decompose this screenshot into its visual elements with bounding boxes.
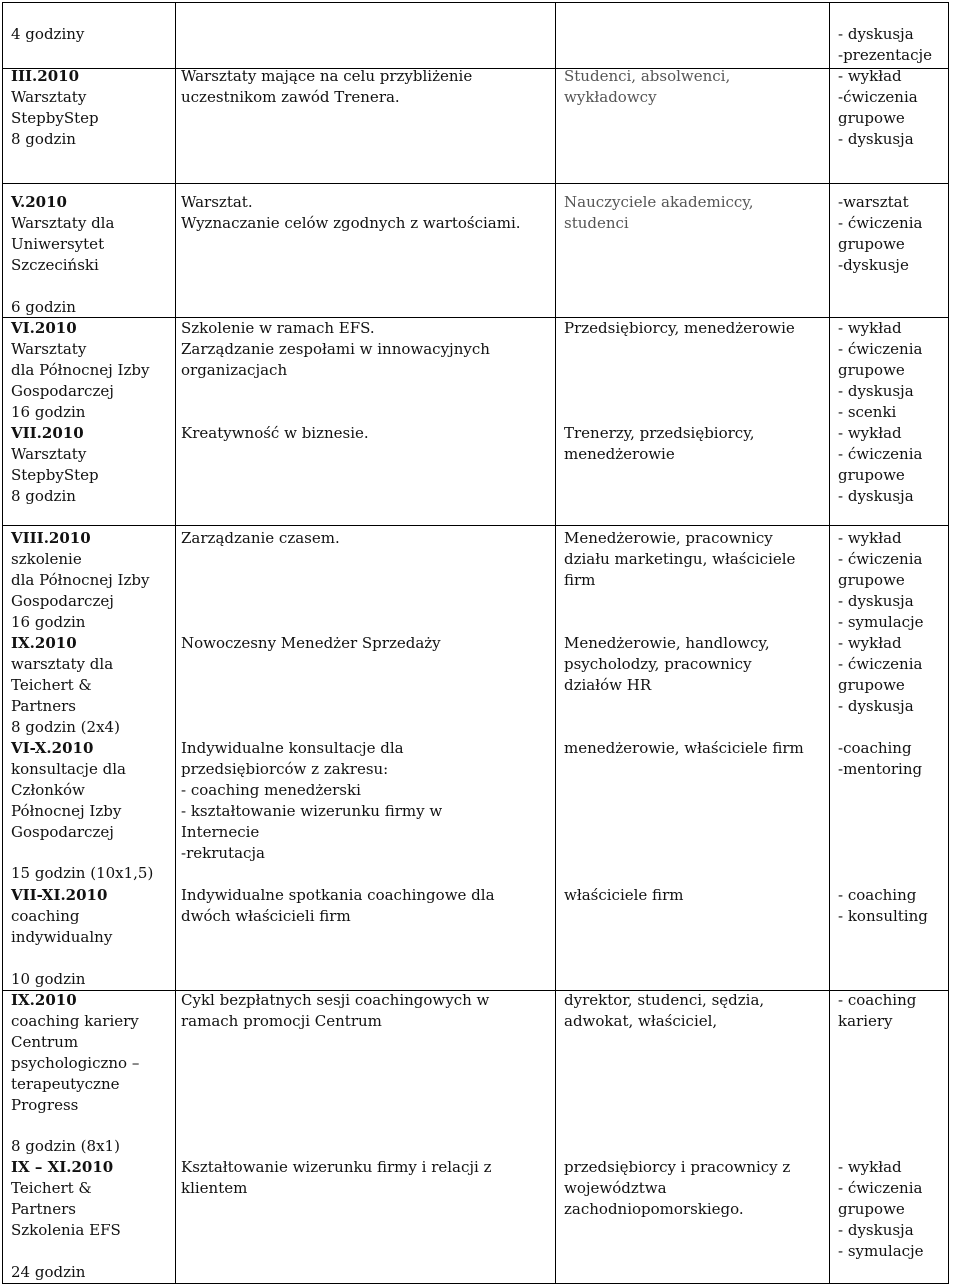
cell-line: -warsztat: [838, 193, 909, 211]
cell-line: terapeutyczne: [11, 1074, 120, 1093]
cell-line: Szczeciński: [11, 255, 99, 274]
cell-line: Trenerzy, przedsiębiorcy,: [564, 424, 755, 442]
topic-cell: [181, 885, 495, 927]
date-cell: [11, 990, 139, 1157]
cell-line: [11, 1157, 121, 1178]
column-divider-1: [175, 2, 176, 1284]
cell-line: - wykład: [838, 1158, 902, 1176]
cell-line: 10 godzin: [11, 969, 86, 988]
date-cell: [11, 885, 112, 990]
cell-line: Partners: [11, 696, 76, 715]
cell-line: Cykl bezpłatnych sesji coachingowych w: [181, 991, 490, 1009]
cell-line: menedżerowie, właściciele firm: [564, 739, 804, 757]
topic-cell: [181, 1157, 492, 1199]
topic-cell: [181, 423, 369, 444]
cell-line: StepbyStep: [11, 465, 99, 484]
cell-line: adwokat, właściciel,: [564, 1011, 718, 1030]
cell-line: [11, 885, 112, 906]
cell-line: [11, 276, 114, 297]
cell-line: - symulacje: [838, 1241, 924, 1260]
cell-line: 16 godzin: [11, 612, 86, 631]
cell-line: Kreatywność w biznesie.: [181, 424, 369, 442]
cell-line: - kształtowanie wizerunku firmy w: [181, 801, 443, 820]
date-cell: [11, 633, 120, 738]
column-divider-2: [555, 2, 556, 1284]
cell-line: Menedżerowie, handlowcy,: [564, 634, 770, 652]
cell-line: - ćwiczenia: [838, 213, 923, 232]
cell-line: studenci: [564, 213, 629, 232]
audience-cell: [564, 885, 683, 906]
cell-line: - ćwiczenia: [838, 549, 923, 568]
audience-cell: [564, 990, 764, 1032]
cell-line: wykładowcy: [564, 87, 657, 106]
cell-line: Kształtowanie wizerunku firmy i relacji z: [181, 1158, 492, 1176]
cell-line: - dyskusja: [838, 25, 914, 43]
cell-line: uczestnikom zawód Trenera.: [181, 87, 400, 106]
cell-line: coaching: [11, 906, 80, 925]
cell-line: - konsulting: [838, 906, 928, 925]
cell-line: Warsztat.: [181, 193, 253, 211]
audience-cell: [564, 318, 795, 339]
methods-cell: [838, 1157, 924, 1262]
cell-line: Zarządzanie zespołami w innowacyjnych: [181, 339, 490, 358]
cell-line: warsztaty dla: [11, 654, 114, 673]
cell-line: -prezentacje: [838, 45, 933, 64]
cell-line: -ćwiczenia: [838, 87, 918, 106]
topic-cell: [181, 633, 441, 654]
cell-line: szkolenie: [11, 549, 82, 568]
cell-line: [11, 528, 149, 549]
methods-cell: [838, 990, 916, 1032]
cell-line: Gospodarczej: [11, 381, 114, 400]
cell-line: Indywidualne konsultacje dla: [181, 739, 404, 757]
cell-line: grupowe: [838, 465, 905, 484]
audience-cell: [564, 1157, 790, 1220]
cell-line: - dyskusja: [838, 696, 914, 715]
cell-line: zachodniopomorskiego.: [564, 1199, 744, 1218]
cell-line: - wykład: [838, 424, 902, 442]
date-label: III.2010: [11, 67, 80, 85]
cell-line: województwa: [564, 1178, 667, 1197]
date-label: VI-X.2010: [11, 739, 94, 757]
topic-cell: [181, 738, 442, 863]
cell-line: przedsiębiorcy i pracownicy z: [564, 1158, 791, 1176]
cell-line: - ćwiczenia: [838, 654, 923, 673]
cell-line: [11, 1115, 139, 1136]
cell-line: Warsztaty dla: [11, 213, 115, 232]
cell-line: [11, 948, 112, 969]
cell-line: [11, 423, 99, 444]
cell-line: Nauczyciele akademiccy,: [564, 193, 754, 211]
cell-line: 4 godziny: [11, 25, 85, 43]
topic-cell: [181, 66, 472, 108]
methods-cell: [838, 423, 922, 507]
date-label: VII-XI.2010: [11, 886, 108, 904]
methods-cell: [838, 318, 922, 423]
cell-line: [11, 318, 149, 339]
cell-line: grupowe: [838, 360, 905, 379]
cell-line: Progress: [11, 1095, 79, 1114]
date-cell: [11, 1157, 121, 1282]
cell-line: - dyskusja: [838, 1220, 914, 1239]
cell-line: - dyskusja: [838, 129, 914, 148]
cell-line: 15 godzin (10x1,5): [11, 864, 154, 883]
cell-line: klientem: [181, 1178, 248, 1197]
cell-line: Szkolenia EFS: [11, 1220, 121, 1239]
cell-line: - wykład: [838, 529, 902, 547]
cell-line: - dyskusja: [838, 486, 914, 505]
date-label: VIII.2010: [11, 529, 91, 547]
audience-cell: [564, 192, 754, 234]
audience-cell: [564, 738, 804, 759]
cell-line: 8 godzin (2x4): [11, 717, 120, 736]
cell-line: - wykład: [838, 319, 902, 337]
cell-line: [11, 738, 153, 759]
cell-line: firm: [564, 570, 596, 589]
cell-line: Północnej Izby: [11, 801, 122, 820]
cell-line: - coaching: [838, 886, 917, 904]
cell-line: grupowe: [838, 1199, 905, 1218]
cell-line: [11, 843, 153, 864]
cell-line: 24 godzin: [11, 1262, 86, 1281]
cell-line: Teichert &: [11, 1178, 92, 1197]
cell-line: Warsztaty mające na celu przybliżenie: [181, 67, 473, 85]
cell-line: 8 godzin: [11, 486, 76, 505]
methods-cell: [838, 192, 922, 276]
cell-line: [11, 66, 99, 87]
column-divider-3: [829, 2, 830, 1284]
cell-line: -rekrutacja: [181, 843, 266, 862]
methods-cell: [838, 738, 922, 780]
cell-line: działów HR: [564, 675, 652, 694]
cell-line: - coaching: [838, 991, 917, 1009]
cell-line: [11, 1241, 121, 1262]
date-label: IX – XI.2010: [11, 1158, 114, 1176]
methods-cell: [838, 24, 932, 66]
cell-line: Gospodarczej: [11, 591, 114, 610]
cell-line: psycholodzy, pracownicy: [564, 654, 752, 673]
methods-cell: [838, 885, 928, 927]
cell-line: -mentoring: [838, 759, 923, 778]
cell-line: dyrektor, studenci, sędzia,: [564, 991, 765, 1009]
cell-line: Indywidualne spotkania coachingowe dla: [181, 886, 495, 904]
cell-line: Internecie: [181, 822, 260, 841]
cell-line: - ćwiczenia: [838, 1178, 923, 1197]
cell-line: Członków: [11, 780, 85, 799]
cell-line: Teichert &: [11, 675, 92, 694]
cell-line: - coaching menedżerski: [181, 780, 361, 799]
date-label: IX.2010: [11, 991, 77, 1009]
cell-line: coaching kariery: [11, 1011, 139, 1030]
cell-line: [11, 633, 120, 654]
cell-line: menedżerowie: [564, 444, 675, 463]
audience-cell: [564, 423, 754, 465]
cell-line: Zarządzanie czasem.: [181, 529, 340, 547]
cell-line: właściciele firm: [564, 886, 684, 904]
cell-line: grupowe: [838, 570, 905, 589]
cell-line: - dyskusja: [838, 381, 914, 400]
cell-line: Menedżerowie, pracownicy: [564, 529, 773, 547]
audience-cell: [564, 528, 795, 591]
cell-line: konsultacje dla: [11, 759, 126, 778]
date-cell: [11, 318, 149, 423]
cell-line: Partners: [11, 1199, 76, 1218]
cell-line: kariery: [838, 1011, 893, 1030]
date-label: V.2010: [11, 193, 67, 211]
cell-line: Warsztaty: [11, 444, 87, 463]
cell-line: Warsztaty: [11, 339, 87, 358]
cell-line: 16 godzin: [11, 402, 86, 421]
row-divider: [2, 183, 949, 184]
cell-line: StepbyStep: [11, 108, 99, 127]
topic-cell: [181, 528, 340, 549]
cell-line: Przedsiębiorcy, menedżerowie: [564, 319, 795, 337]
cell-line: -dyskusje: [838, 255, 909, 274]
audience-cell: [564, 66, 730, 108]
cell-line: - ćwiczenia: [838, 444, 923, 463]
topic-cell: [181, 990, 489, 1032]
cell-line: Studenci, absolwenci,: [564, 67, 731, 85]
cell-line: [11, 192, 114, 213]
row-divider: [2, 68, 949, 69]
cell-line: działu marketingu, właściciele: [564, 549, 796, 568]
cell-line: Wyznaczanie celów zgodnych z wartościami.: [181, 213, 521, 232]
cell-line: Gospodarczej: [11, 822, 114, 841]
date-label: VII.2010: [11, 424, 84, 442]
cell-line: dla Północnej Izby: [11, 570, 150, 589]
methods-cell: [838, 66, 918, 150]
topic-cell: [181, 192, 521, 234]
row-divider: [2, 525, 949, 526]
cell-line: 8 godzin: [11, 129, 76, 148]
methods-cell: [838, 528, 924, 633]
cell-line: dla Północnej Izby: [11, 360, 150, 379]
date-cell: [11, 24, 84, 45]
cell-line: 6 godzin: [11, 297, 76, 316]
cell-line: Nowoczesny Menedżer Sprzedaży: [181, 634, 441, 652]
cell-line: -coaching: [838, 739, 912, 757]
cell-line: Szkolenie w ramach EFS.: [181, 319, 375, 337]
cell-line: Warsztaty: [11, 87, 87, 106]
cell-line: - wykład: [838, 634, 902, 652]
cell-line: grupowe: [838, 675, 905, 694]
cell-line: grupowe: [838, 234, 905, 253]
cell-line: - dyskusja: [838, 591, 914, 610]
cell-line: ramach promocji Centrum: [181, 1011, 382, 1030]
cell-line: - wykład: [838, 67, 902, 85]
cell-line: grupowe: [838, 108, 905, 127]
cell-line: Uniwersytet: [11, 234, 105, 253]
date-label: IX.2010: [11, 634, 77, 652]
cell-line: dwóch właścicieli firm: [181, 906, 351, 925]
date-cell: [11, 423, 99, 507]
date-cell: [11, 192, 114, 317]
cell-line: [11, 990, 139, 1011]
date-cell: [11, 528, 149, 633]
cell-line: indywidualny: [11, 927, 113, 946]
cell-line: przedsiębiorców z zakresu:: [181, 759, 389, 778]
topic-cell: [181, 318, 490, 381]
date-cell: [11, 66, 99, 150]
cell-line: - ćwiczenia: [838, 339, 923, 358]
date-label: VI.2010: [11, 319, 77, 337]
cell-line: psychologiczno –: [11, 1053, 140, 1072]
cell-line: - scenki: [838, 402, 897, 421]
cell-line: Centrum: [11, 1032, 79, 1051]
date-cell: [11, 738, 153, 884]
methods-cell: [838, 633, 922, 717]
cell-line: - symulacje: [838, 612, 924, 631]
audience-cell: [564, 633, 770, 696]
cell-line: 8 godzin (8x1): [11, 1137, 120, 1156]
cell-line: organizacjach: [181, 360, 288, 379]
